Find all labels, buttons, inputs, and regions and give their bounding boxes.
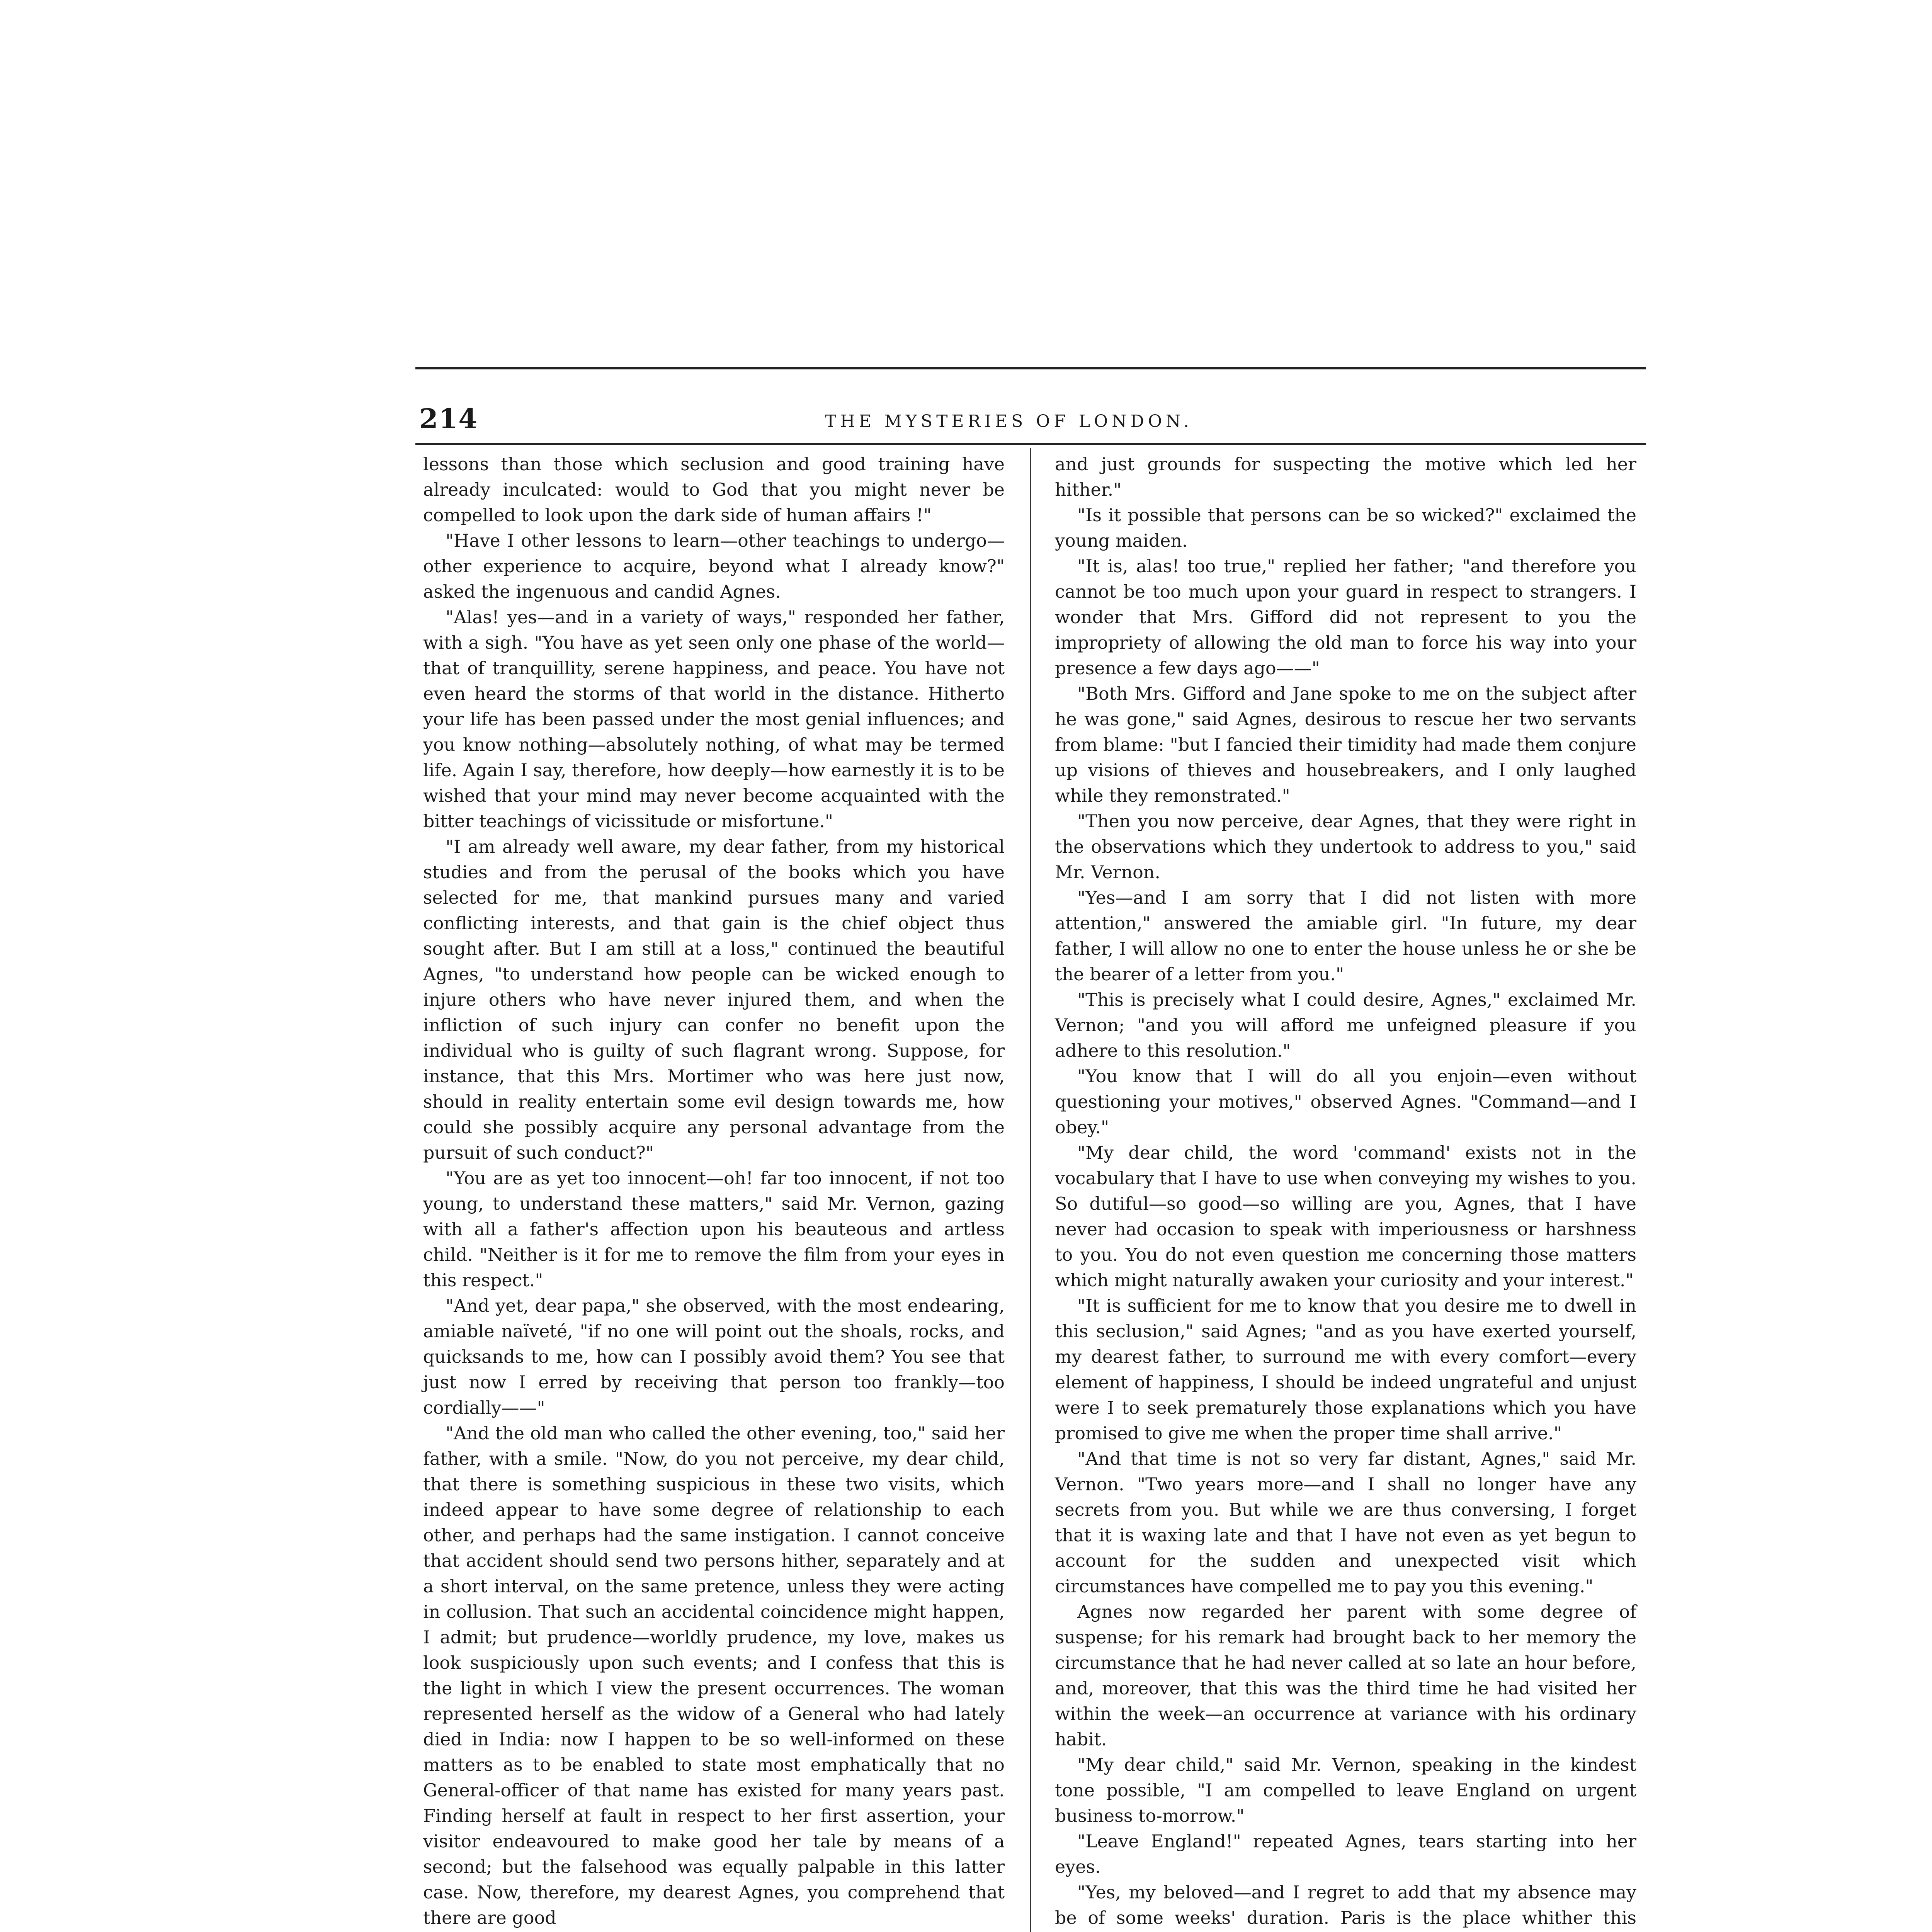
paragraph: "And that time is not so very far distant, Agnes," said Mr. Vernon. "Two years more—and I shall no longer have any secrets from you. But while we are thus conversing, I forget that it is waxing late and that I have not even as yet begun to account for the sudden and unexpected visit which circumstances have compelled me to pay you this evening." [1055,1448,1636,1597]
paragraph: "You know that I will do all you enjoin—even without questioning your motives," observed Agnes. "Command—and I obey." [1055,1066,1636,1138]
header-rule [415,443,1646,445]
book-page [415,367,1646,1932]
paragraph: "You are as yet too innocent—oh! far too innocent, if not too young, to understand these matters," said Mr. Vernon, gazing with all a father's affection upon his beauteous and artless child. "Neither is it for me to remove the film from your eyes in this respect." [423,1168,1005,1291]
paragraph: Agnes now regarded her parent with some degree of suspense; for his remark had brought back to her memory the circumstance that he had never called at so late an hour before, and, moreover, that this was the third time he had visited her within the week—an occurrence at variance with his ordinary habit. [1055,1601,1636,1750]
paragraph: "Yes, my beloved—and I regret to add that my absence may be of some weeks' duration. Paris is the place whither this [1055,1882,1636,1928]
paragraph: "Leave England!" repeated Agnes, tears starting into her eyes. [1055,1831,1636,1877]
page-number: 214 [419,403,478,435]
running-title: THE MYSTERIES OF LONDON. [825,412,1193,431]
paragraph: "Is it possible that persons can be so wicked?" exclaimed the young maiden. [1055,505,1636,551]
paragraph: "Have I other lessons to learn—other teachings to undergo—other experience to acquire, beyond what I already know?" asked the ingenuous and candid Agnes. [423,530,1005,602]
paragraph: lessons than those which seclusion and good training have already inculcated: would to God that you might never be compelled to look upon the dark side of human affairs !" [423,454,1005,526]
right-column [1055,451,1636,1932]
header-rule-top [415,367,1646,369]
paragraph: "Yes—and I am sorry that I did not listen with more attention," answered the amiable girl. "In future, my dear father, I will allow no one to enter the house unless he or she be the bearer of a letter from you." [1055,887,1636,985]
paragraph: "It is sufficient for me to know that you desire me to dwell in this seclusion," said Agnes; "and as you have exerted yourself, my dearest father, to surround me with every comfort—every element of happiness, I should be indeed ungrateful and unjust were I to seek prematurely those explanations which you have promised to give me when the proper time shall arrive." [1055,1295,1636,1444]
paragraph: and just grounds for suspecting the motive which led her hither." [1055,454,1636,500]
paragraph: "And the old man who called the other evening, too," said her father, with a smile. "Now, do you not perceive, my dear child, that there is something suspicious in these two visits, which indeed appear to have some degree of relationship to each other, and perhaps had the same instigation. I cannot conceive that accident should send two persons hither, separately and at a short interval, on the same pretence, unless they were acting in collusion. That such an accidental coincidence might happen, I admit; but prudence—worldly prudence, my love, makes us look suspiciously upon such events; and I confess that this is the light in which I view the present occurrences. The woman represented herself as the widow of a General who had lately died in India: now I happen to be so well-informed on these matters as to be enabled to state most emphatically that no General-officer of that name has existed for many years past. Finding herself at fault in respect to her first assertion, your visitor endeavoured to make good her tale by means of a second; but the falsehood was equally palpable in this latter case. Now, therefore, my dearest Agnes, you comprehend that there are good [423,1423,1005,1928]
paragraph: "This is precisely what I could desire, Agnes," exclaimed Mr. Vernon; "and you will afford me unfeigned pleasure if you adhere to this resolution." [1055,989,1636,1061]
paragraph: "And yet, dear papa," she observed, with the most endearing, amiable naïveté, "if no one will point out the shoals, rocks, and quicksands to me, how can I possibly avoid them? You see that just now I erred by receiving that person too frankly—too cordially——" [423,1295,1005,1418]
paragraph: "It is, alas! too true," replied her father; "and therefore you cannot be too much upon your guard in respect to strangers. I wonder that Mrs. Gifford did not represent to you the impropriety of allowing the old man to force his way into your presence a few days ago——" [1055,556,1636,679]
paragraph: "Alas! yes—and in a variety of ways," responded her father, with a sigh. "You have as yet seen only one phase of the world—that of tranquillity, serene happiness, and peace. You have not even heard the storms of that world in the distance. Hitherto your life has been passed under the most genial influences; and you know nothing—absolutely nothing, of what may be termed life. Again I say, therefore, how deeply—how earnestly it is to be wished that your mind may never become acquainted with the bitter teachings of vicissitude or misfortune." [423,607,1005,832]
paragraph: "Then you now perceive, dear Agnes, that they were right in the observations which they undertook to address to you," said Mr. Vernon. [1055,811,1636,883]
column-divider [1030,448,1031,1932]
paragraph: "My dear child," said Mr. Vernon, speaking in the kindest tone possible, "I am compelled to leave England on urgent business to-morrow." [1055,1754,1636,1826]
paragraph: "Both Mrs. Gifford and Jane spoke to me on the subject after he was gone," said Agnes, desirous to rescue her two servants from blame: "but I fancied their timidity had made them conjure up visions of thieves and housebreakers, and I only laughed while they remonstrated." [1055,683,1636,806]
left-column [423,451,1005,1932]
paragraph: "I am already well aware, my dear father, from my historical studies and from the perusal of the books which you have selected for me, that mankind pursues many and varied conflicting interests, and that gain is the chief object thus sought after. But I am still at a loss," continued the beautiful Agnes, "to understand how people can be wicked enough to injure others who have never injured them, and when the infliction of such injury can confer no benefit upon the individual who is guilty of such flagrant wrong. Suppose, for instance, that this Mrs. Mortimer who was here just now, should in reality entertain some evil design towards me, how could she possibly acquire any personal advantage from the pursuit of such conduct?" [423,836,1005,1163]
paragraph: "My dear child, the word 'command' exists not in the vocabulary that I have to use when conveying my wishes to you. So dutiful—so good—so willing are you, Agnes, that I have never had occasion to speak with imperiousness or harshness to you. You do not even question me concerning those matters which might naturally awaken your curiosity and your interest." [1055,1142,1636,1291]
